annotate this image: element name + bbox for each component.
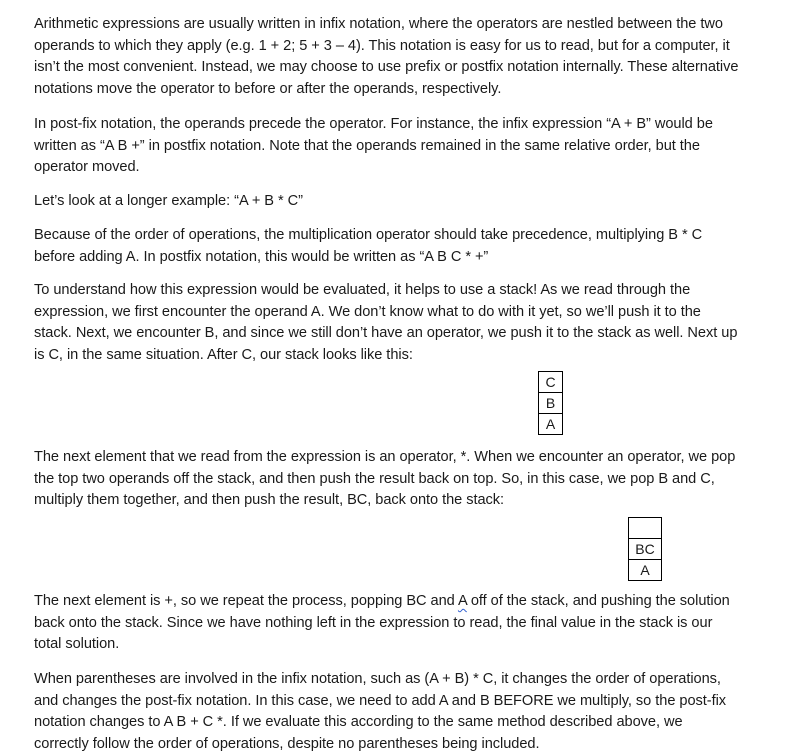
paragraph-stack-walkthrough: To understand how this expression would be evaluated, it helps to use a stack! As we read through the expression, we first encounter the operand A. We don’t know what to do with it yet, so we’ll push it to the stack. Next, we encounter B, and since we still don’t have an operator, we push it to the stack as well. Next up is C, in the same situation. After C, our stack looks like this: xyxy=(34,282,738,363)
stack-diagram-after-multiply xyxy=(628,517,662,581)
paragraph-postfix-definition: In post-fix notation, the operands precede the operator. For instance, the infix expression “A + B” would be written as “A B +” in postfix notation. Note that the operands remained in the same relative order, but the operator moved. xyxy=(34,116,713,176)
stack-cell: BC xyxy=(629,539,662,560)
spellcheck-flagged-word[interactable]: A xyxy=(457,593,467,609)
stack-cell: A xyxy=(629,560,662,581)
paragraph-parentheses: When parentheses are involved in the infix notation, such as (A + B) * C, it changes the order of operations, and changes the post-fix notation. In this case, we need to add A and B BEFORE we multiply, so the post-fix notation changes to A B + C *. If we evaluate this according to the same method described above, we correctly follow the order of operations, despite no parentheses being included. xyxy=(34,671,727,752)
stack-cell: B xyxy=(539,393,563,414)
paragraph-order-of-operations: Because of the order of operations, the multiplication operator should take precedence, multiplying B * C before adding A. In postfix notation, this would be written as “A B C * +” xyxy=(34,227,703,265)
stack-cell: C xyxy=(539,372,563,393)
stack-diagram-after-c xyxy=(538,371,563,435)
stack-cell: A xyxy=(539,414,563,435)
paragraph-operator-pop: The next element that we read from the expression is an operator, *. When we encounter an operator, we pop the top two operands off the stack, and then push the result back on top. So, in this case, we pop B and C, multiply them together, and then push the result, BC, back onto the stack: xyxy=(34,449,736,509)
paragraph-text: The next element is +, so we repeat the process, popping BC and xyxy=(34,593,458,609)
stack-cell-empty xyxy=(629,518,662,539)
paragraph-infix-intro: Arithmetic expressions are usually written in infix notation, where the operators are nestled between the two operands to which they apply (e.g. 1 + 2; 5 + 3 – 4). This notation is easy for us to read, but for a computer, it isn’t the most convenient. Instead, we may choose to use prefix or postfix notation internally. These alternative notations move the operator to before or after the operands, respectively. xyxy=(34,16,739,97)
paragraph-final-result xyxy=(34,591,739,656)
paragraph-longer-example: Let’s look at a longer example: “A + B * C” xyxy=(34,193,303,209)
paragraph-text: off of the stack, and pushing the solution back onto the stack. Since we have nothing left in the expression to read, the final value in the stack is our total solution. xyxy=(34,593,730,653)
